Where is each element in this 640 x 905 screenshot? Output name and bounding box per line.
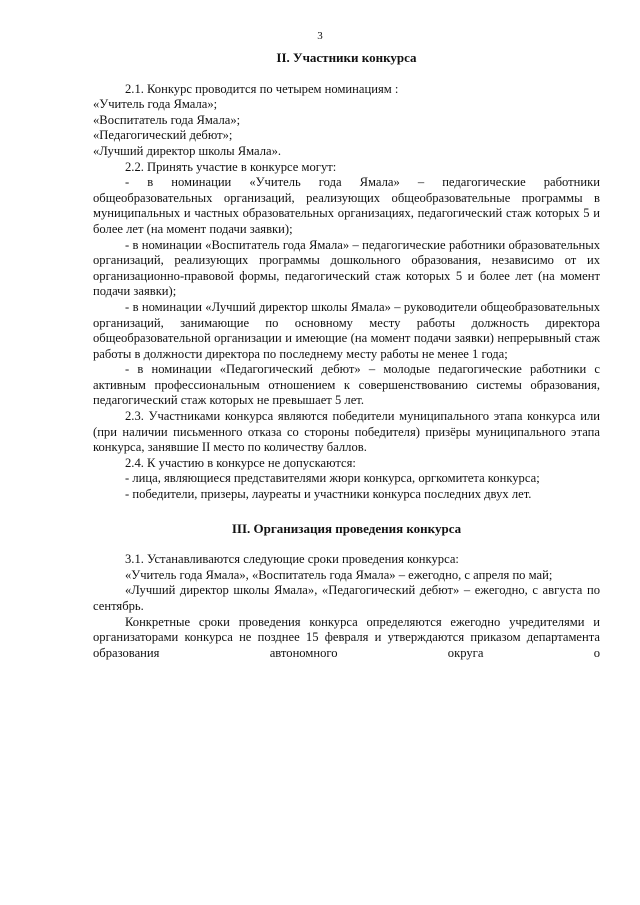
nomination-educator: «Воспитатель года Ямала»; xyxy=(93,112,241,127)
schedule-approval: Конкретные сроки проведения конкурса определяются ежегодно учредителями и организаторами конкурса не позднее 15 февраля и утверждаются приказом департамента образования автономного округа о xyxy=(93,614,600,660)
nomination-debut: «Педагогический дебют»; xyxy=(93,128,233,143)
nomination-teacher: «Учитель года Ямала»; xyxy=(93,97,218,112)
page-number: 3 xyxy=(317,30,323,42)
section-2-heading: II. Участники конкурса xyxy=(276,50,417,65)
section-3-heading: III. Организация проведения конкурса xyxy=(231,520,462,536)
schedule-spring: «Учитель года Ямала», «Воспитатель года Ямала» – ежегодно, с апреля по май; xyxy=(125,567,553,582)
exclusion-past-winners: - победители, призеры, лауреаты и участники конкурса последних двух лет. xyxy=(125,487,532,502)
clause-2-1: 2.1. Конкурс проводится по четырем номинациям : xyxy=(125,81,399,96)
clause-2-2: 2.2. Принять участие в конкурсе могут: xyxy=(125,159,337,174)
clause-2-4: 2.4. К участию в конкурсе не допускаются: xyxy=(125,455,356,470)
schedule-autumn: «Лучший директор школы Ямала», «Педагогический дебют» – ежегодно, с августа по сентябрь. xyxy=(93,583,600,613)
eligibility-director: - в номинации «Лучший директор школы Ямала» – руководители общеобразовательных организаций, занимающие по основному месту работы должность директора общеобразовательной организации и имеющие (на момент подачи заявки) непрерывный стаж работы в должности директора по последнему месту работы не менее 1 года; xyxy=(93,299,600,361)
nomination-director: «Лучший директор школы Ямала». xyxy=(93,143,282,158)
clause-3-1: 3.1. Устанавливаются следующие сроки проведения конкурса: xyxy=(125,552,459,567)
exclusion-jury: - лица, являющиеся представителями жюри конкурса, оргкомитета конкурса; xyxy=(125,471,540,486)
document-body xyxy=(93,50,600,661)
clause-2-3: 2.3. Участниками конкурса являются победители муниципального этапа конкурса или (при наличии письменного отказа со стороны победителя) призёры муниципального этапа конкурса, занявшие II место по количеству баллов. xyxy=(93,409,600,455)
eligibility-educator: - в номинации «Воспитатель года Ямала» – педагогические работники образовательных организаций, реализующих программы дошкольного образования, независимо от их организационно-правовой формы, педагогический стаж которых 5 и более лет (на момент подачи заявки); xyxy=(93,237,600,299)
eligibility-teacher: - в номинации «Учитель года Ямала» – педагогические работники общеобразовательных организаций, реализующих общеобразовательные программы в муниципальных и частных образовательных организациях, педагогический стаж которых 5 и более лет (на момент подачи заявки); xyxy=(93,175,600,236)
eligibility-debut: - в номинации «Педагогический дебют» – молодые педагогические работники с активным профессиональным отношением к совершенствованию системы образования, педагогический стаж которых не превышает 5 лет. xyxy=(93,362,600,408)
